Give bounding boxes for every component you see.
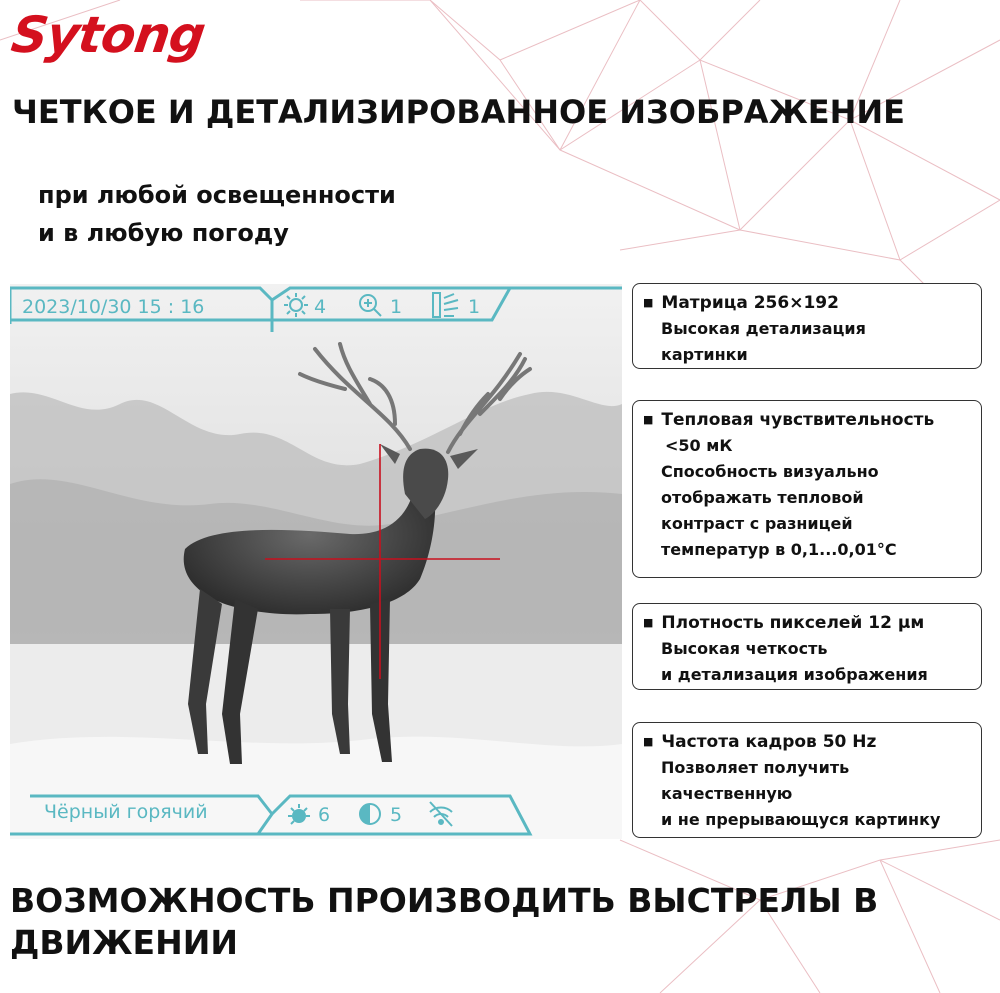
spec-title: ■ Частота кадров 50 Hz (643, 729, 973, 755)
contrast-icon (356, 800, 384, 828)
spec-line: Позволяет получить (661, 758, 850, 777)
footer-headline: ВОЗМОЖНОСТЬ ПРОИЗВОДИТЬ ВЫСТРЕЛЫ В ДВИЖЕНИИ (10, 881, 879, 962)
spec-line: Высокая детализация (661, 319, 866, 338)
spec-line: отображать тепловой (661, 488, 864, 507)
spec-line: и не прерывающуся картинку (661, 810, 941, 829)
shutter-value: 1 (468, 296, 481, 318)
spec-line: <50 мК (665, 436, 733, 455)
osd-datetime: 2023/10/30 15 : 16 (22, 296, 205, 318)
spec-title: ■ Тепловая чувствительность (643, 407, 973, 433)
wifi-off-icon (424, 798, 458, 828)
zoom-value: 1 (390, 296, 403, 318)
spec-line: Высокая четкость (661, 639, 828, 658)
contrast-value: 5 (390, 804, 403, 826)
shutter-icon (430, 290, 462, 320)
brightness-value: 4 (314, 296, 327, 318)
spec-title: ■ Плотность пикселей 12 μм (643, 610, 973, 636)
brand-logo: Sytong (7, 6, 209, 64)
subheadline-line-1: при любой освещенности (38, 181, 396, 209)
detail-icon (284, 800, 314, 830)
thermal-image (10, 284, 622, 839)
spec-line: Способность визуально (661, 462, 879, 481)
subheadline-line-2: и в любую погоду (38, 219, 289, 247)
spec-line: контраст с разницей (661, 514, 853, 533)
page-headline: ЧЕТКОЕ И ДЕТАЛИЗИРОВАННОЕ ИЗОБРАЖЕНИЕ (12, 93, 906, 131)
spec-card-pixel-pitch (632, 603, 982, 690)
detail-value: 6 (318, 804, 331, 826)
zoom-icon (356, 291, 384, 319)
subheadline (38, 176, 396, 252)
spec-line: температур в 0,1...0,01°C (661, 540, 897, 559)
spec-card-sensitivity (632, 400, 982, 578)
brightness-icon (282, 291, 310, 319)
spec-line: и детализация изображения (661, 665, 928, 684)
spec-line: качественную (661, 784, 793, 803)
spec-line: картинки (661, 345, 748, 364)
osd-palette-mode: Чёрный горячий (44, 801, 208, 823)
spec-title: ■ Матрица 256×192 (643, 290, 973, 316)
spec-card-frame-rate (632, 722, 982, 838)
spec-card-matrix (632, 283, 982, 369)
